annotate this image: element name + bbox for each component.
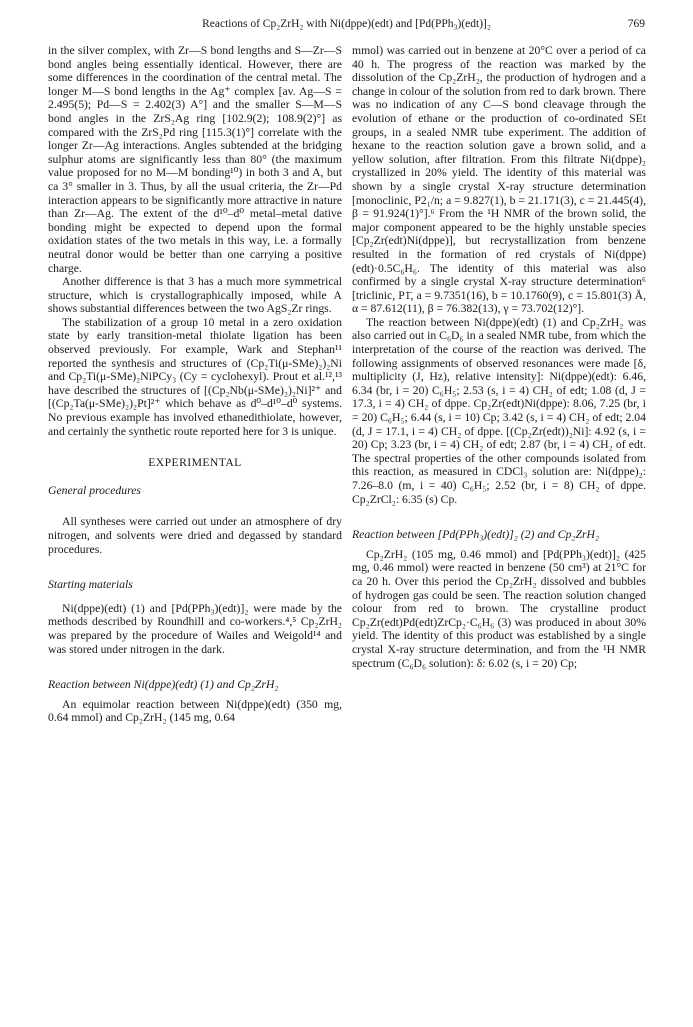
subsection-heading-general: General procedures xyxy=(48,483,141,497)
paragraph: The stabilization of a group 10 metal in a zero oxidation state by early transition-metal thiolate ligation has been observed previously. For example, Wark and Stephan¹¹ reported the synthesis and structures of (Cp₂Ti(μ-SMe)₂)₂Ni and Cp₂Ti(μ-SMe)₂NiPCy₃ (Cy = cyclohexyl). Prout et al.¹²,¹³ have described the structures of [(Cp₂Nb(μ-SMe)₂)₂Ni]²⁺ and [(Cp₂Ta(μ-SMe)₂)₂Pt]²⁺ which behave as d⁰–d¹⁰–d⁰ systems. No previous example has involved ethanedithiolate, however, and certainly the synthetic route reported here for 3 is unique. xyxy=(48,315,342,438)
section-heading-experimental: EXPERIMENTAL xyxy=(148,456,242,470)
running-head xyxy=(48,18,645,38)
subsection-heading-reaction-pd: Reaction between [Pd(PPh₃)(edt)]₂ (2) and Cp₂ZrH₂ xyxy=(352,528,600,542)
right-column xyxy=(352,44,646,670)
page-number: 769 xyxy=(627,18,645,30)
subsection-heading-starting-materials: Starting materials xyxy=(48,578,133,592)
subsection-heading-reaction-ni: Reaction between Ni(dppe)(edt) (1) and Cp₂ZrH₂ xyxy=(48,678,279,692)
paragraph: in the silver complex, with Zr—S bond lengths and S—Zr—S bond angles being essentially identical. However, there are some differences in the coordination of the central metal. The longer M—S bond lengths in the Ag⁺ complex [av. Ag—S = 2.495(5); Pd—S = 2.402(3) A°] and the smaller S—M—S bond angles in the ZrS₂Ag ring [102.9(2); 108.9(2)°] as compared with the ZrS₂Pd ring [115.3(1)°] correlate with the longer Zr—Ag interactions. Angles subtended at the bridging sulphur atoms are significantly less than 80° (the maximum value proposed for no M—M bonding¹⁰) in both 3 and A, but ca 3° smaller in 3. Thus, by all the usual criteria, the Zr—Pd interaction appears to be significantly more attractive in nature than Zr—Ag. The extent of the d¹⁰–d⁰ metal–metal dative bonding might be expected to depend upon the formal oxidation states of the two metals in this way, i.e. a formally neutral donor would be better than one carrying a positive charge. xyxy=(48,44,342,275)
left-column xyxy=(48,44,342,725)
paragraph: Cp₂ZrH₂ (105 mg, 0.46 mmol) and [Pd(PPh₃)(edt)]₂ (425 mg, 0.46 mmol) were reacted in benzene (50 cm³) at 21°C for ca 20 h. Over this period the Cp₂ZrH₂ dissolved and bubbles of hydrogen gas could be seen. The reaction solution changed colour from red to brown. The crystalline product Cp₂Zr(edt)Pd(edt)ZrCp₂·C₆H₆ (3) was produced in about 30% yield. The identity of this product was established by a single crystal X-ray structure determination, and from the ¹H NMR spectrum (C₆D₆ solution): δ: 6.02 (s, i = 20) Cp; xyxy=(352,547,646,670)
paragraph: Ni(dppe)(edt) (1) and [Pd(PPh₃)(edt)]₂ were made by the methods described by Roundhill and co-workers.⁴,⁵ Cp₂ZrH₂ was prepared by the procedure of Wailes and Weigold¹⁴ and was stored under nitrogen in the dark. xyxy=(48,601,342,656)
paragraph: The reaction between Ni(dppe)(edt) (1) and Cp₂ZrH₂ was also carried out in C₆D₆ in a sealed NMR tube, from which the interpretation of the course of the reaction was derived. The following assignments of observed resonances were made [δ, multiplicity (J, Hz), relative intensity]: Ni(dppe)(edt): 6.46, 6.34 (br, i = 20) C₆H₅; 2.53 (s, i = 4) CH₂ of edt; 1.08 (d, J = 17.3, i = 4) CH₂ of dppe. Cp₂Zr(edt)Ni(dppe): 8.06, 7.25 (br, i = 20) C₆H₅; 6.44 (s, i = 10) Cp; 3.42 (s, i = 4) CH₂ of edt; 2.04 (d, J = 17.1, i = 4) CH₂ of dppe. [(Cp₂Zr(edt))₂Ni]: 4.92 (s, i = 20) Cp; 3.23 (br, i = 4) CH₂ of edt; 2.87 (br, i = 4) CH₂ of edt. The spectral properties of the other compounds isolated from this reaction, as measured in CDCl₃ solution are: Ni(dppe)₂: 7.26–8.0 (m, i = 40) C₆H₅; 2.52 (br, i = 8) CH₂ of dppe. Cp₂ZrCl₂: 6.35 (s) Cp. xyxy=(352,315,646,506)
paragraph: All syntheses were carried out under an atmosphere of dry nitrogen, and solvents were dried and degassed by standard procedures. xyxy=(48,515,342,556)
paragraph: An equimolar reaction between Ni(dppe)(edt) (350 mg, 0.64 mmol) and Cp₂ZrH₂ (145 mg, 0.64 xyxy=(48,697,342,725)
paragraph: mmol) was carried out in benzene at 20°C over a period of ca 40 h. The progress of the reaction was marked by the dissolution of the Cp₂ZrH₂, the production of hydrogen and a change in colour of the solution from red to dark brown. There was no indication of any C—S bond cleavage through the evolution of ethane or the production of co-ordinated SEt groups, in a sealed NMR tube experiment. The addition of hexane to the reaction solution gave a brown solid, and a yellow solution, after filtration. From this filtrate Ni(dppe)₂ crystallized in 20% yield. The identity of this material was shown by a single crystal X-ray structure determination [monoclinic, P2₁/n; a = 9.827(1), b = 21.171(3), c = 21.445(4), β = 91.924(1)°].⁶ From the ¹H NMR of the brown solid, the major component appeared to be the highly unstable species [Cp₂Zr(edt)Ni(dppe)], but recrystallization from benzene resulted in the formation of red crystals of Ni(dppe)(edt)·0.5C₆H₆. The identity of this material was also confirmed by a single crystal X-ray structure determination⁶ [triclinic, P1̄, a = 9.7351(16), b = 10.1760(9), c = 15.801(3) Å, α = 87.612(11), β = 76.382(13), γ = 73.702(12)°]. xyxy=(352,44,646,316)
paragraph: Another difference is that 3 has a much more symmetrical structure, which is crystallographically imposed, while A shows substantial differences between the two AgS₂Zr rings. xyxy=(48,275,342,316)
running-title: Reactions of Cp₂ZrH₂ with Ni(dppe)(edt) and [Pd(PPh₃)(edt)]₂ xyxy=(202,18,491,30)
